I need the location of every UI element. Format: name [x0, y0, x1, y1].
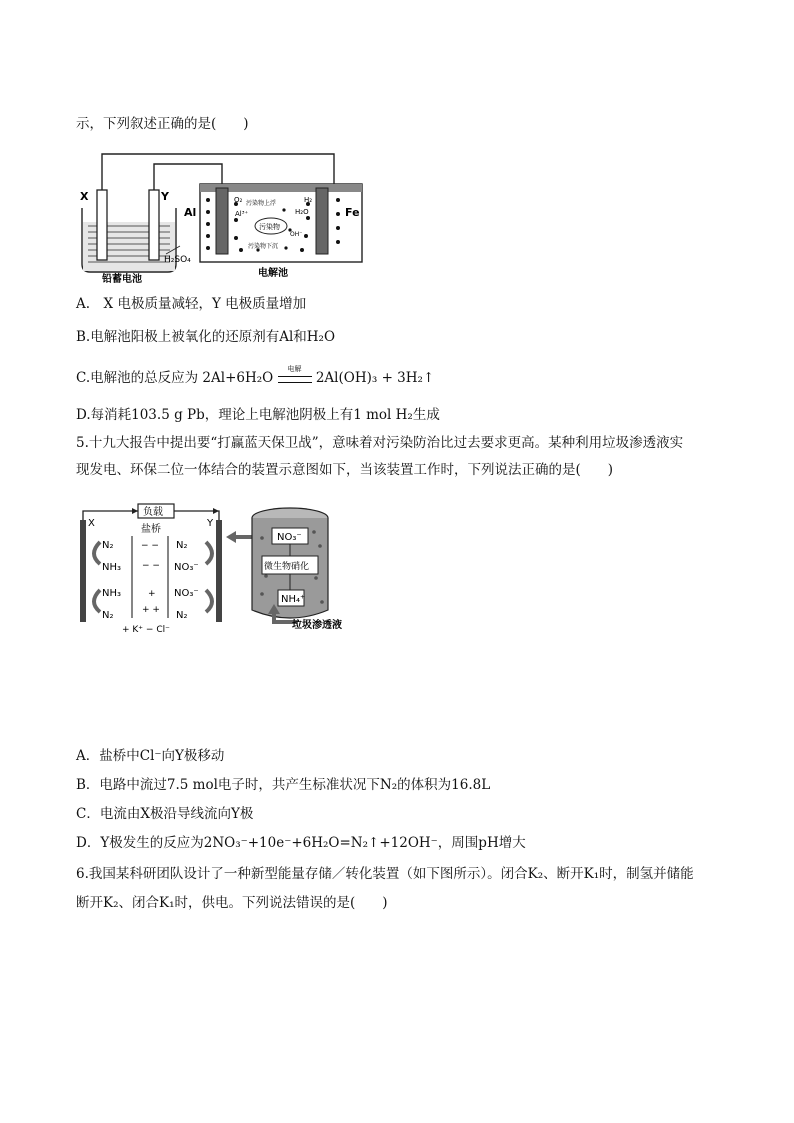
q4-fig-h2so4: H₂SO₄: [164, 255, 191, 265]
q5-fig-leachate: 垃圾渗透液: [292, 620, 342, 631]
q5-fig-left-nh3-top: NH₃: [102, 562, 122, 573]
q4-option-c-condition: 电解: [287, 365, 302, 373]
q5-fig-load: 负载: [143, 507, 163, 518]
q5-option-b: B．电路中流过7.5 mol电子时，共产生标准状况下N₂的体积为16.8L: [76, 777, 491, 793]
q4-fig-fe: Fe: [345, 206, 360, 219]
q4-figure: [76, 150, 368, 284]
q4-option-c-products: 2Al(OH)₃ + 3H₂↑: [315, 370, 435, 386]
q4-option-c-arrow: [278, 365, 312, 383]
q5-option-d: D．Y极发生的反应为2NO₃⁻+10e⁻+6H₂O=N₂↑+12OH⁻，周围pH增大: [76, 835, 526, 851]
q5-option-c: C．电流由X极沿导线流向Y极: [76, 806, 254, 822]
q4-fig-pollutant-down: 污染物下沉: [248, 243, 279, 250]
q4-fig-o2: O₂: [234, 196, 243, 204]
q5-fig-nitrification: 微生物硝化: [264, 562, 310, 572]
q4-fig-pollutant: 污染物: [259, 223, 280, 231]
q5-fig-cyl-no3: NO₃⁻: [277, 532, 302, 543]
q5-stem-line1: 5.十九大报告中提出要“打赢蓝天保卫战”，意味着对污染防治比过去要求更高。某种利用垃圾渗透液实: [76, 435, 684, 451]
q5-fig-kcl: + K⁺ − Cl⁻: [122, 625, 170, 634]
q5-fig-right-n2-bottom: N₂: [176, 610, 188, 621]
q6-stem-line2: 断开K₂、闭合K₁时，供电。下列说法错误的是( ): [76, 895, 388, 911]
q4-fig-al: Al: [184, 206, 197, 219]
svg-text:− −: − −: [141, 541, 159, 551]
q5-fig-right-no3-top: NO₃⁻: [174, 562, 199, 573]
q5-fig-x: X: [88, 518, 95, 529]
q5-fig-salt-bridge: 盐桥: [141, 524, 161, 535]
q5-fig-right-no3-bottom: NO₃⁻: [174, 588, 199, 599]
q5-figure: [76, 498, 370, 634]
q4-option-c-equals: [278, 376, 312, 383]
svg-text:+ +: + +: [142, 605, 160, 615]
q4-fig-pollutant-up: 污染物上浮: [246, 200, 277, 207]
q4-option-a: A. X 电极质量减轻，Y 电极质量增加: [76, 296, 307, 312]
q4-fig-h2o: H₂O: [295, 208, 309, 216]
q4-fig-y: Y: [161, 190, 169, 203]
q6-stem-line1: 6.我国某科研团队设计了一种新型能量存储／转化装置（如下图所示）。闭合K₂、断开K₁时，制氢并储能: [76, 866, 694, 882]
q4-option-c-reactants: C.电解池的总反应为 2Al+6H₂O: [76, 370, 274, 386]
q5-fig-y: Y: [207, 518, 214, 529]
q4-fig-al3: Al³⁺: [235, 210, 249, 218]
q4-fig-electrolyzer: 电解池: [258, 268, 288, 279]
svg-text:+: +: [148, 589, 156, 599]
q4-fig-lead-battery: 铅蓄电池: [102, 274, 142, 284]
q5-fig-left-nh3-bottom: NH₃: [102, 588, 122, 599]
q5-fig-left-n2-top: N₂: [102, 540, 114, 551]
q4-stem-tail: 示，下列叙述正确的是( ): [76, 116, 249, 132]
q5-option-a: A．盐桥中Cl⁻向Y极移动: [76, 748, 225, 764]
q5-fig-left-n2-bottom: N₂: [102, 610, 114, 621]
q5-fig-nh4: NH₄⁺: [281, 594, 306, 605]
q4-fig-oh: OH⁻: [290, 231, 303, 238]
q4-option-b: B.电解池阳极上被氧化的还原剂有Al和H₂O: [76, 329, 336, 345]
q5-fig-right-n2-top: N₂: [176, 540, 188, 551]
svg-text:− −: − −: [142, 561, 160, 571]
q4-option-c: [76, 365, 435, 388]
q4-option-d: D.每消耗103.5 g Pb，理论上电解池阴极上有1 mol H₂生成: [76, 407, 440, 423]
q4-fig-x: X: [80, 190, 89, 203]
q4-fig-h2: H₂: [304, 196, 313, 204]
q5-stem-line2: 现发电、环保二位一体结合的装置示意图如下，当该装置工作时，下列说法正确的是( ): [76, 462, 614, 478]
